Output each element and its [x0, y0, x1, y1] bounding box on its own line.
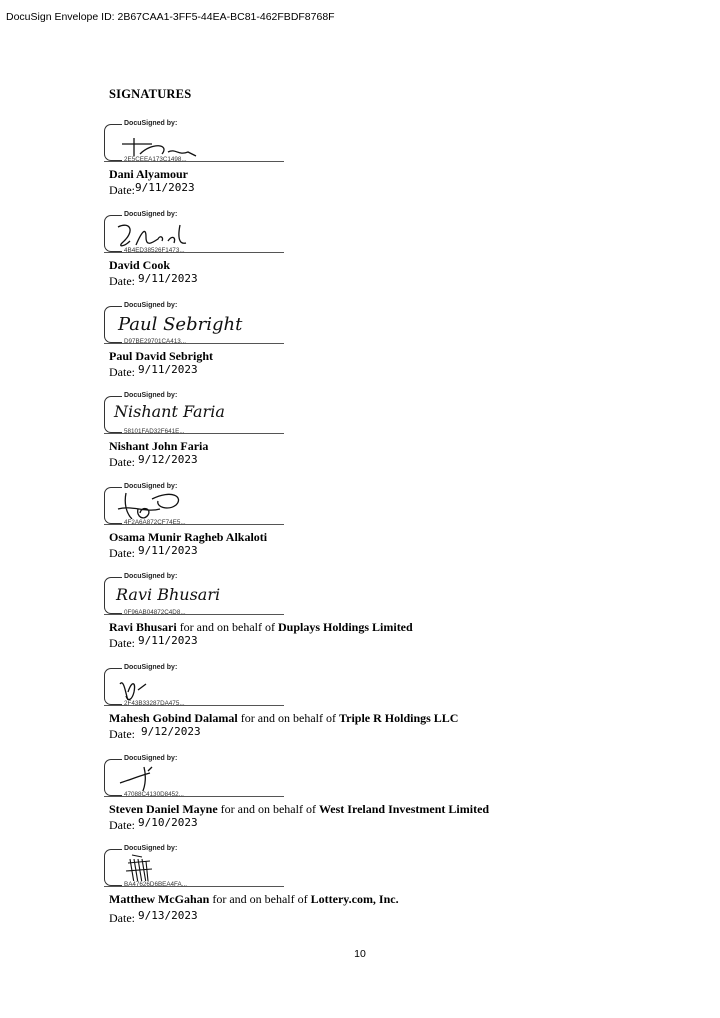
date-row: Date:9/11/2023 — [109, 181, 195, 197]
signature-date: 9/11/2023 — [135, 181, 195, 194]
signature-line — [104, 886, 284, 887]
page-number: 10 — [354, 948, 366, 960]
signer-name: Steven Daniel Mayne for and on behalf of West Ireland Investment Limited — [109, 802, 490, 816]
signature-line — [104, 524, 284, 525]
handwritten-signature: Nishant Faria — [114, 402, 225, 421]
envelope-code: 2E5CEEA173C1498... — [124, 156, 187, 163]
signature-block — [104, 483, 524, 563]
signature-date: 9/11/2023 — [138, 272, 198, 285]
envelope-code: D97BE29701CA413... — [124, 338, 186, 345]
signer-name: Matthew McGahan for and on behalf of Lottery.com, Inc. — [109, 892, 399, 906]
signer-name: Dani Alyamour — [109, 167, 189, 181]
docusign-label: DocuSigned by: — [124, 664, 178, 671]
signature-line — [104, 252, 284, 253]
docusign-label: DocuSigned by: — [124, 845, 178, 852]
docusign-label: DocuSigned by: — [124, 211, 178, 218]
signature-date: 9/11/2023 — [138, 634, 198, 647]
envelope-code: BA47626D6BEA4FA... — [124, 881, 188, 888]
signature-block — [104, 211, 524, 291]
date-row: Date: 9/12/2023 — [109, 453, 198, 469]
signature-date: 9/11/2023 — [138, 363, 198, 376]
signature-date: 9/10/2023 — [138, 816, 198, 829]
envelope-id: DocuSign Envelope ID: 2B67CAA1-3FF5-44EA-BC81-462FBDF8768F — [6, 11, 335, 23]
signer-name: Mahesh Gobind Dalamal for and on behalf of Triple R Holdings LLC — [109, 711, 459, 725]
date-row: Date: 9/11/2023 — [109, 634, 198, 650]
docusign-label: DocuSigned by: — [124, 755, 178, 762]
envelope-code: 47088C4130D8452... — [124, 791, 184, 798]
docusign-label: DocuSigned by: — [124, 483, 178, 490]
signature-date: 9/11/2023 — [138, 544, 198, 557]
signature-date: 9/13/2023 — [138, 909, 198, 922]
signature-block — [104, 302, 524, 382]
signer-name: Paul David Sebright — [109, 349, 214, 363]
date-row: Date: 9/10/2023 — [109, 816, 198, 832]
docusign-label: DocuSigned by: — [124, 302, 178, 309]
page-title: SIGNATURES — [109, 87, 192, 101]
signature-block — [104, 573, 524, 653]
signature-block — [104, 120, 524, 200]
signer-name: Ravi Bhusari for and on behalf of Duplays Holdings Limited — [109, 620, 413, 634]
date-row: Date: 9/11/2023 — [109, 363, 198, 379]
signature-line — [104, 343, 284, 344]
signature-block — [104, 392, 524, 472]
handwritten-signature: Paul Sebright — [118, 314, 243, 335]
signature-line — [104, 614, 284, 615]
signature-block — [104, 845, 524, 925]
docusign-label: DocuSigned by: — [124, 120, 178, 127]
signature-line — [104, 161, 284, 162]
signature-line — [104, 705, 284, 706]
docusign-label: DocuSigned by: — [124, 392, 178, 399]
signer-name: Osama Munir Ragheb Alkaloti — [109, 530, 268, 544]
signature-date: 9/12/2023 — [141, 725, 201, 738]
date-row: Date: 9/11/2023 — [109, 544, 198, 560]
signature-line — [104, 796, 284, 797]
signature-block — [104, 664, 524, 744]
signature-block — [104, 755, 524, 835]
docusign-label: DocuSigned by: — [124, 573, 178, 580]
signature-line — [104, 433, 284, 434]
signature-date: 9/12/2023 — [138, 453, 198, 466]
date-row: Date: 9/13/2023 — [109, 909, 198, 925]
envelope-code: 2F43B33287DA475... — [124, 700, 185, 707]
handwritten-signature: Ravi Bhusari — [116, 585, 221, 604]
envelope-code: 4B4ED38526F1473... — [124, 247, 185, 254]
envelope-code: 58101FAD32F641E... — [124, 428, 185, 435]
envelope-code: 4F2A6A872CF74E5... — [124, 519, 186, 526]
date-row: Date: 9/11/2023 — [109, 272, 198, 288]
envelope-code: 0F96AB04872C4D8... — [124, 609, 186, 616]
signer-name: Nishant John Faria — [109, 439, 209, 453]
date-row: Date: 9/12/2023 — [109, 725, 201, 741]
signer-name: David Cook — [109, 258, 171, 272]
